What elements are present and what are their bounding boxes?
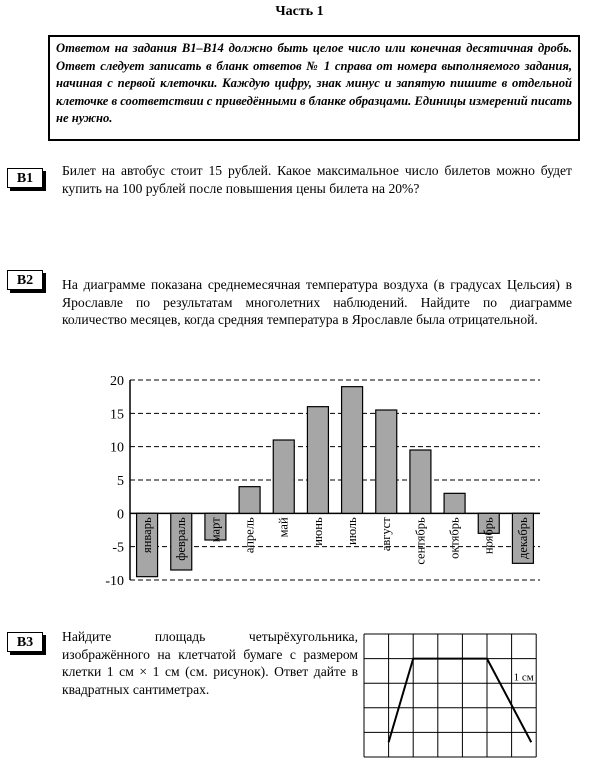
x-tick-label: июнь (310, 517, 325, 546)
question-text-b2: На диаграмме показана среднемесячная температура воздуха (в градусах Цельсия) в Ярославле по результатам многолетних наблюдений. Найдите по диаграмме количество месяцев, когда средняя температура в Ярославле была отрицательной. (62, 277, 572, 327)
y-tick-label: 0 (117, 507, 124, 523)
grid-figure (360, 628, 599, 770)
bar-5 (273, 440, 294, 513)
bar-7 (342, 387, 363, 514)
temperature-bar-chart (0, 360, 599, 600)
y-tick-label: -5 (112, 540, 124, 556)
y-tick-label: 20 (110, 374, 124, 389)
x-tick-label: январь (140, 517, 155, 554)
x-tick-label: август (379, 517, 394, 552)
x-tick-label: март (208, 517, 223, 543)
y-tick-label: -10 (105, 574, 124, 589)
part-title: Часть 1 (275, 4, 324, 19)
question-label-b3: B3 (7, 632, 43, 652)
bar-10 (444, 493, 465, 513)
y-tick-label: 15 (110, 407, 124, 423)
bar-8 (376, 410, 397, 513)
x-tick-label: декабрь (515, 517, 530, 559)
instruction-box: Ответом на задания В1–В14 должно быть целое число или конечная десятичная дробь. Ответ следует записать в бланк ответов № 1 справа от номера выполняемого задания, начиная с первой клеточки. Каждую цифру, знак минус и запятую пишите в отдельной клеточке в соответствии с приведёнными в бланке образцами. Единицы измерений писать не нужно. (48, 35, 580, 141)
bar-9 (410, 450, 431, 513)
quadrilateral (389, 659, 532, 743)
x-tick-label: февраль (174, 517, 189, 561)
bar-6 (307, 407, 328, 514)
question-text-b3: Найдите площадь четырёхугольника, изображённого на клетчатой бумаге с размером клетки 1 см × 1 см (см. рисунок). Ответ дайте в квадратных сантиметрах. (62, 629, 358, 697)
x-tick-label: май (276, 517, 291, 538)
x-tick-label: июль (345, 517, 360, 545)
x-tick-label: ноябрь (481, 517, 496, 555)
bar-4 (239, 487, 260, 514)
question-text-b1: Билет на автобус стоит 15 рублей. Какое максимальное число билетов можно будет купить на 100 рублей после повышения цены билета на 20%? (62, 163, 572, 196)
question-label-b1: B1 (7, 168, 43, 188)
y-tick-label: 10 (110, 440, 124, 456)
x-tick-label: сентябрь (413, 517, 428, 565)
y-tick-label: 5 (117, 474, 124, 489)
cell-size-label: 1 см (513, 671, 534, 684)
x-tick-label: апрель (242, 517, 257, 554)
question-label-b2: B2 (7, 270, 43, 290)
x-tick-label: октябрь (447, 517, 462, 559)
